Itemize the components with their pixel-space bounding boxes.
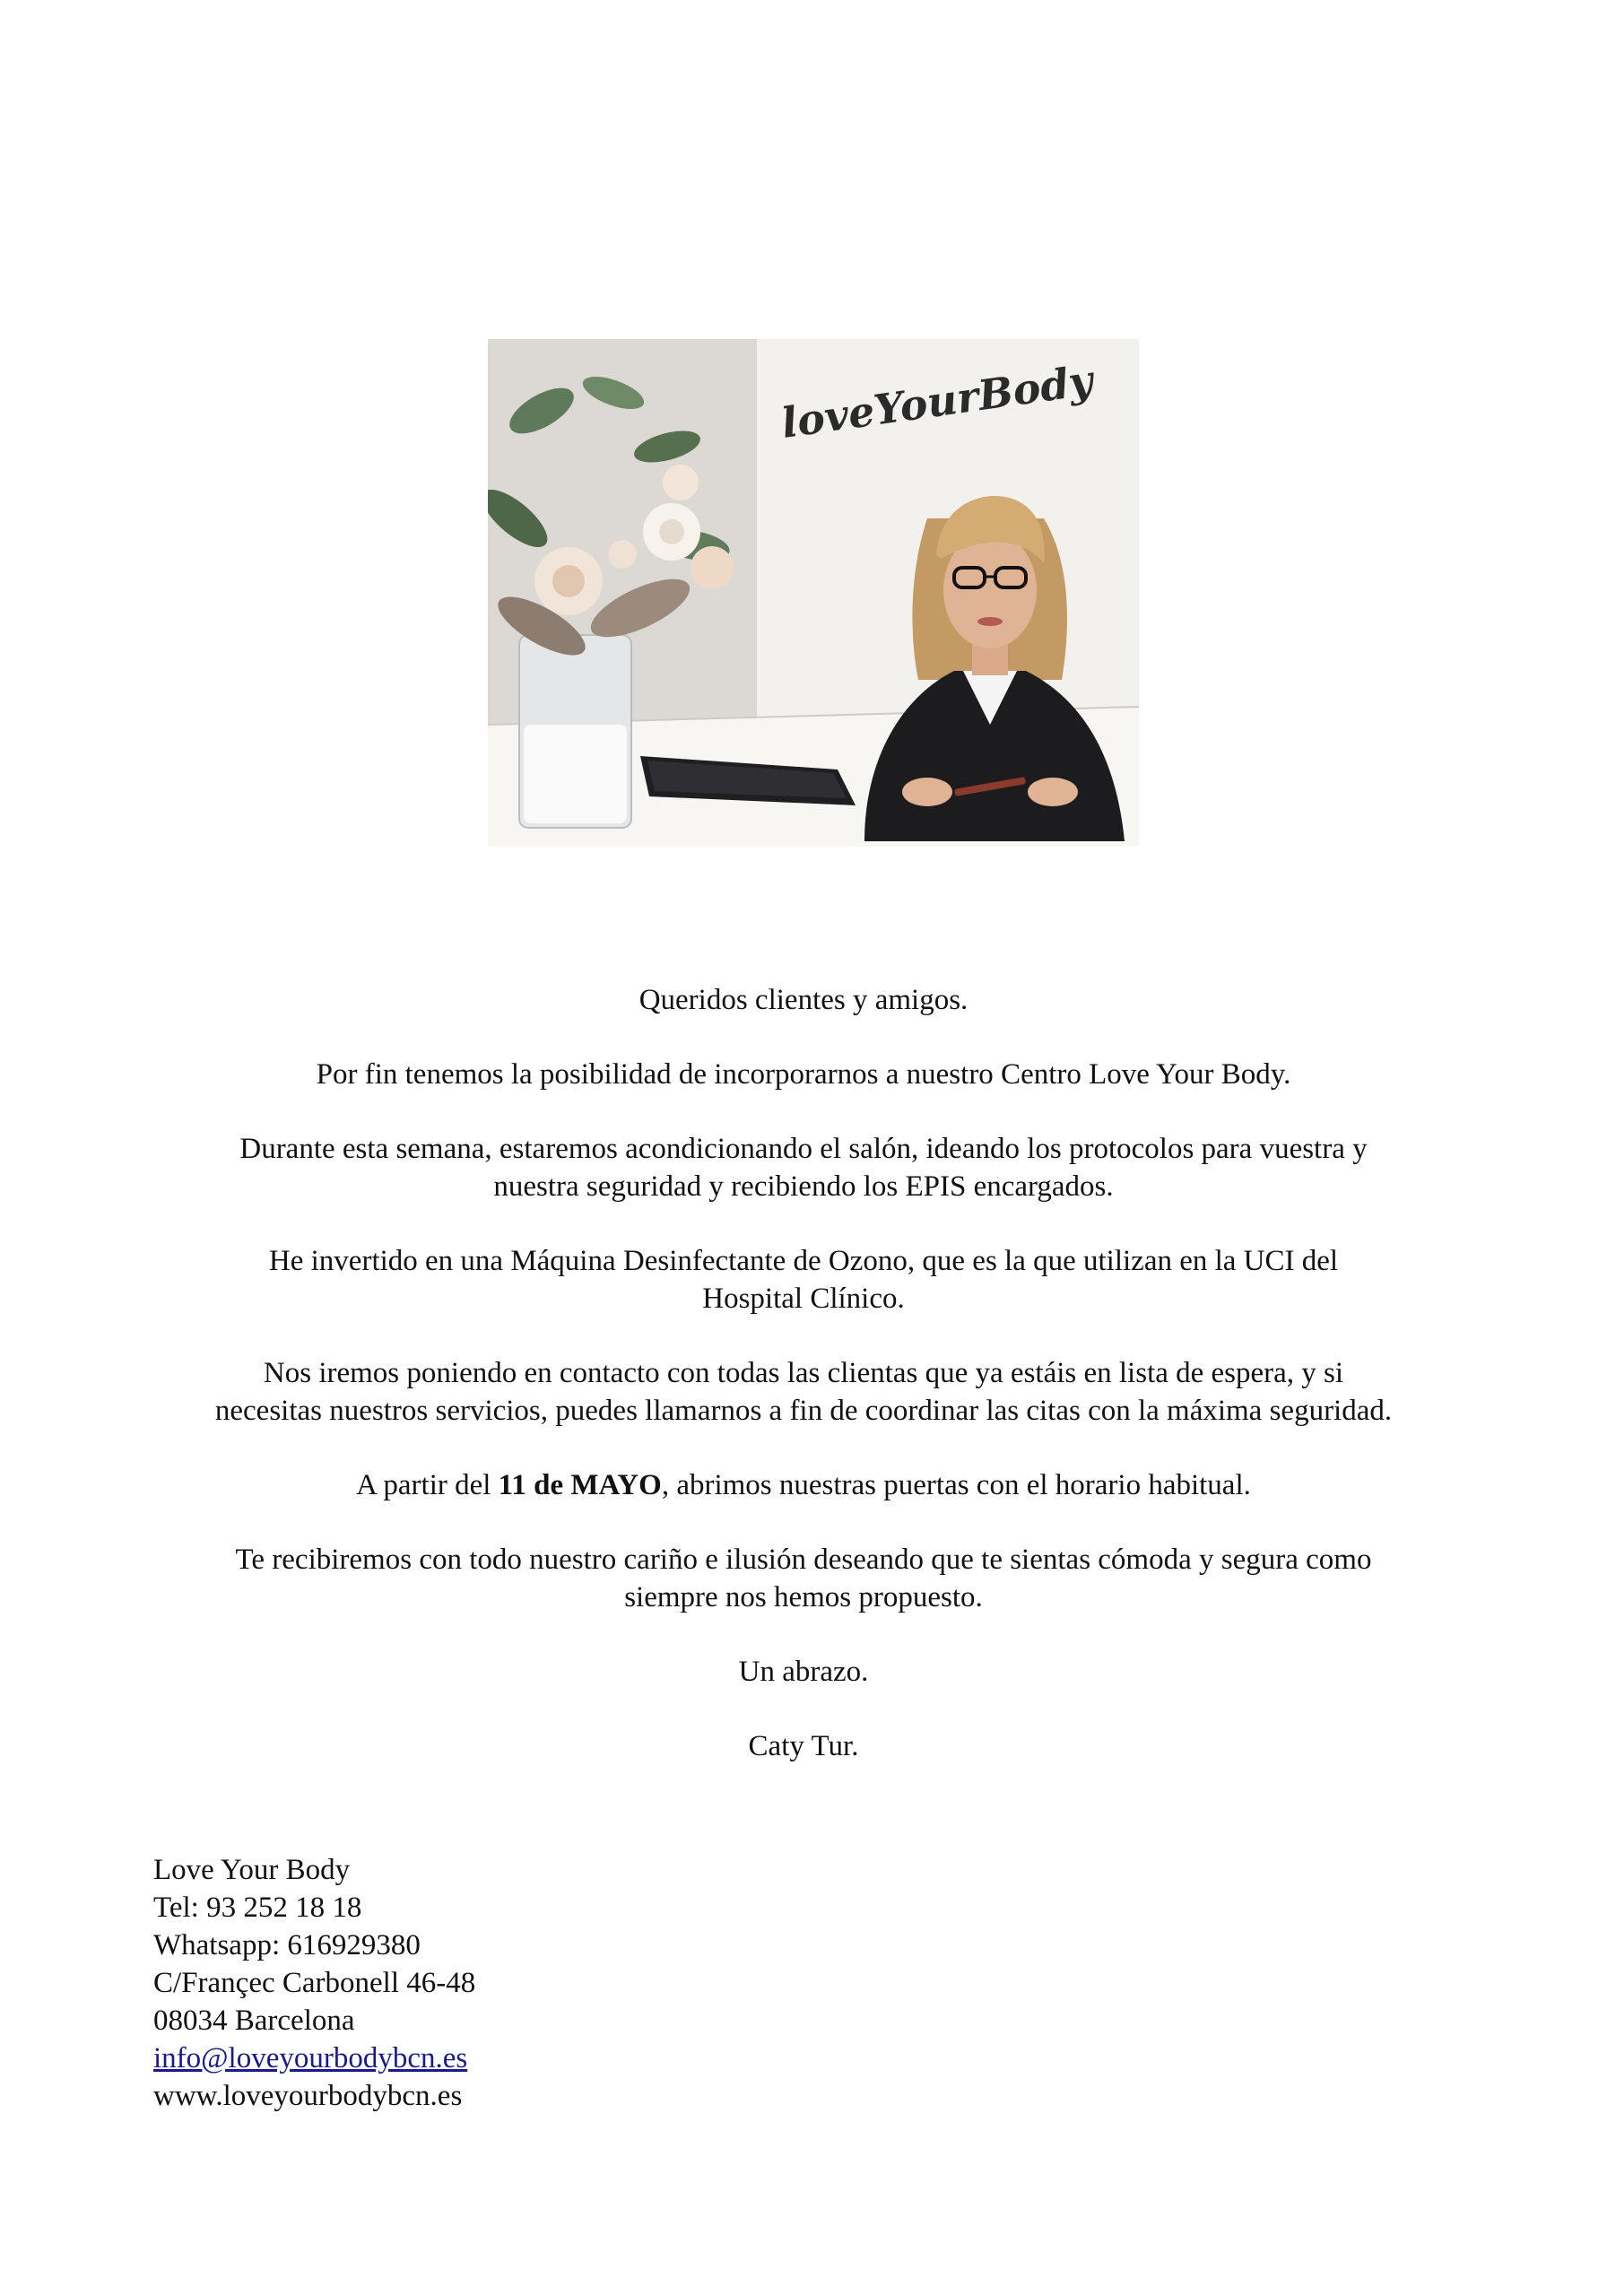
paragraph-preparation: Durante esta semana, estaremos acondicionando el salón, ideando los protocolos para vuestra y nuestra seguridad y recibiendo los EPIS encargados.: [239, 1133, 1368, 1203]
paragraph-contact: Nos iremos poniendo en contacto con todas las clientas que ya estáis en lista de espera, y si necesitas nuestros servicios, puedes llamarnos a fin de coordinar las citas con la máxima seguridad.: [214, 1357, 1393, 1427]
wall-sign: loveYourBody: [778, 355, 1096, 448]
whatsapp-number: Whatsapp: 616929380: [153, 1929, 421, 1961]
opening-date: 11 de MAYO: [498, 1469, 662, 1501]
email-link[interactable]: info@loveyourbodybcn.es: [153, 2042, 468, 2074]
paragraph-ozone-machine: He invertido en una Máquina Desinfectante de Ozono, que es la que utilizan en la UCI del Hospital Clínico.: [268, 1245, 1339, 1315]
signature: Caty Tur.: [748, 1730, 859, 1762]
greeting: Queridos clientes y amigos.: [638, 984, 969, 1016]
street-address: C/Françec Carbonell 46-48: [153, 1967, 476, 1999]
paragraph-welcome: Te recibiremos con todo nuestro cariño e ilusión deseando que te sientas cómoda y segura como siempre nos hemos propuesto.: [235, 1544, 1372, 1613]
letter-body: [135, 981, 1472, 1802]
salon-photo: [488, 339, 1139, 847]
paragraph-opening-date: A partir del 11 de MAYO, abrimos nuestras puertas con el horario habitual.: [356, 1469, 1251, 1501]
paragraph-reopening: Por fin tenemos la posibilidad de incorporarnos a nuestro Centro Love Your Body.: [316, 1058, 1291, 1091]
business-name: Love Your Body: [153, 1854, 351, 1886]
closing: Un abrazo.: [738, 1656, 869, 1688]
contact-footer: [153, 1851, 475, 2115]
city-address: 08034 Barcelona: [153, 2005, 355, 2037]
website: www.loveyourbodybcn.es: [153, 2080, 463, 2112]
phone-number: Tel: 93 252 18 18: [153, 1892, 362, 1924]
